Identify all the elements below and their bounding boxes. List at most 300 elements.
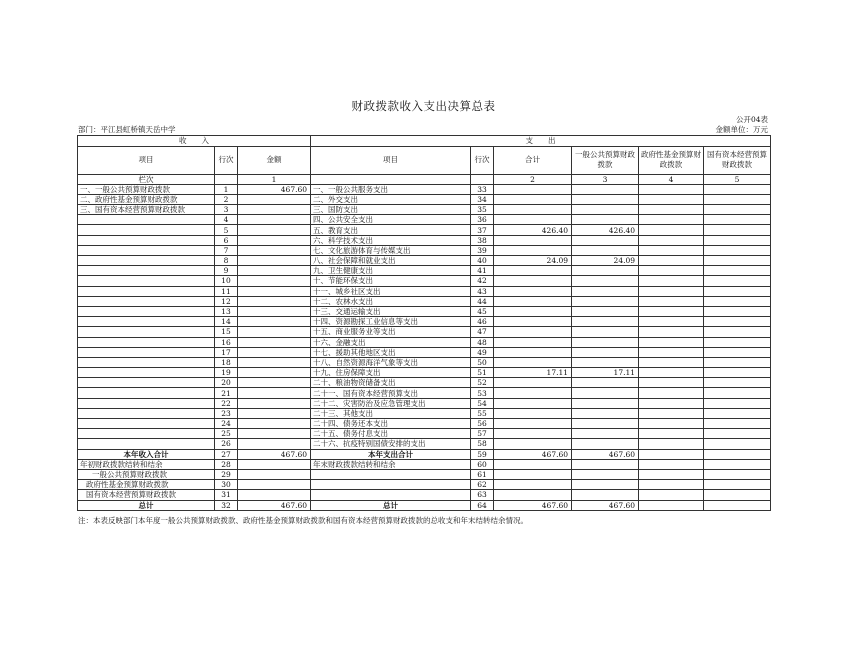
income-amount <box>238 490 311 500</box>
carry-row <box>78 469 771 479</box>
income-item: 本年收入合计 <box>78 449 215 459</box>
expense-gov-fund <box>639 378 704 388</box>
expense-state-capital <box>704 296 771 306</box>
col-state-capital: 国有资本经营预算财政拨款 <box>704 146 771 174</box>
income-amount <box>238 337 311 347</box>
table-row <box>78 429 771 439</box>
expense-state-capital <box>704 408 771 418</box>
expense-general-budget <box>572 429 639 439</box>
year-total-row <box>78 449 771 459</box>
income-row-no: 27 <box>215 449 238 459</box>
expense-row-no: 52 <box>471 378 494 388</box>
expense-item: 十四、资源勘探工业信息等支出 <box>311 317 471 327</box>
report-sheet <box>77 97 770 527</box>
col-index-5: 5 <box>704 174 771 184</box>
expense-gov-fund <box>639 439 704 449</box>
expense-total <box>494 245 572 255</box>
expense-item: 八、社会保障和就业支出 <box>311 256 471 266</box>
expense-state-capital <box>704 357 771 367</box>
expense-general-budget <box>572 388 639 398</box>
expense-general-budget <box>572 327 639 337</box>
col-row-no-income: 行次 <box>215 146 238 174</box>
income-item: 政府性基金预算财政拨款 <box>78 480 215 490</box>
expense-general-budget: 426.40 <box>572 225 639 235</box>
expense-row-no: 42 <box>471 276 494 286</box>
expense-total <box>494 296 572 306</box>
expense-item <box>311 480 471 490</box>
expense-item: 二十、粮油物资储备支出 <box>311 378 471 388</box>
expense-item: 四、公共安全支出 <box>311 215 471 225</box>
income-item: 二、政府性基金预算财政拨款 <box>78 194 215 204</box>
expense-total: 17.11 <box>494 368 572 378</box>
income-row-no: 2 <box>215 194 238 204</box>
expense-row-no: 38 <box>471 235 494 245</box>
expense-row-no: 53 <box>471 388 494 398</box>
expense-item: 年末财政拨款结转和结余 <box>311 459 471 469</box>
col-index-4: 4 <box>639 174 704 184</box>
expense-general-budget <box>572 337 639 347</box>
income-amount <box>238 327 311 337</box>
expense-total <box>494 469 572 479</box>
expense-general-budget <box>572 480 639 490</box>
expense-gov-fund <box>639 429 704 439</box>
expense-total <box>494 357 572 367</box>
table-row <box>78 398 771 408</box>
expense-item: 十五、商业服务业等支出 <box>311 327 471 337</box>
income-item <box>78 439 215 449</box>
form-number: 公开04表 <box>735 115 768 124</box>
expense-state-capital <box>704 205 771 215</box>
income-row-no: 11 <box>215 286 238 296</box>
income-amount <box>238 459 311 469</box>
expense-item: 九、卫生健康支出 <box>311 266 471 276</box>
income-amount <box>238 296 311 306</box>
expense-item: 五、教育支出 <box>311 225 471 235</box>
expense-item <box>311 469 471 479</box>
expense-state-capital <box>704 215 771 225</box>
expense-row-no: 33 <box>471 184 494 194</box>
grand-total-row <box>78 500 771 510</box>
income-row-no: 10 <box>215 276 238 286</box>
income-header: 收 入 <box>78 136 311 147</box>
expense-general-budget <box>572 306 639 316</box>
expense-state-capital <box>704 500 771 510</box>
table-row <box>78 347 771 357</box>
income-amount: 467.60 <box>238 184 311 194</box>
expense-gov-fund <box>639 215 704 225</box>
expense-row-no: 43 <box>471 286 494 296</box>
department-label: 部门：平江县虹桥镇天岳中学 <box>78 125 176 134</box>
carry-row <box>78 490 771 500</box>
expense-general-budget: 17.11 <box>572 368 639 378</box>
expense-state-capital <box>704 317 771 327</box>
expense-item: 十九、住房保障支出 <box>311 368 471 378</box>
table-row <box>78 276 771 286</box>
income-amount <box>238 408 311 418</box>
expense-gov-fund <box>639 337 704 347</box>
income-item <box>78 357 215 367</box>
income-item <box>78 276 215 286</box>
income-item: 一般公共预算财政拨款 <box>78 469 215 479</box>
income-amount <box>238 429 311 439</box>
income-item: 总计 <box>78 500 215 510</box>
expense-general-budget <box>572 184 639 194</box>
income-item <box>78 419 215 429</box>
income-amount <box>238 225 311 235</box>
expense-total <box>494 480 572 490</box>
col-index-blank <box>215 174 238 184</box>
expense-gov-fund <box>639 347 704 357</box>
income-row-no: 19 <box>215 368 238 378</box>
income-amount <box>238 215 311 225</box>
income-row-no: 20 <box>215 378 238 388</box>
col-index-label: 栏次 <box>78 174 215 184</box>
table-row <box>78 337 771 347</box>
income-amount <box>238 286 311 296</box>
income-amount: 467.60 <box>238 449 311 459</box>
income-amount <box>238 439 311 449</box>
income-row-no: 22 <box>215 398 238 408</box>
expense-row-no: 40 <box>471 256 494 266</box>
expense-total <box>494 327 572 337</box>
income-row-no: 32 <box>215 500 238 510</box>
expense-state-capital <box>704 419 771 429</box>
income-item <box>78 235 215 245</box>
expense-item: 总计 <box>311 500 471 510</box>
expense-general-budget: 467.60 <box>572 449 639 459</box>
income-amount <box>238 266 311 276</box>
expense-item: 十二、农林水支出 <box>311 296 471 306</box>
expense-state-capital <box>704 398 771 408</box>
expense-state-capital <box>704 459 771 469</box>
income-amount <box>238 347 311 357</box>
table-row <box>78 368 771 378</box>
expense-row-no: 45 <box>471 306 494 316</box>
income-row-no: 25 <box>215 429 238 439</box>
expense-total: 24.09 <box>494 256 572 266</box>
income-row-no: 30 <box>215 480 238 490</box>
expense-total <box>494 439 572 449</box>
expense-gov-fund <box>639 225 704 235</box>
expense-gov-fund <box>639 245 704 255</box>
expense-item: 二十五、债务付息支出 <box>311 429 471 439</box>
expense-gov-fund <box>639 286 704 296</box>
table-note: 注：本表反映部门本年度一般公共预算财政拨款、政府性基金预算财政拨款和国有资本经营预算财政拨款的总收支和年末结转结余情况。 <box>78 515 528 525</box>
expense-state-capital <box>704 306 771 316</box>
expense-total <box>494 215 572 225</box>
expense-total <box>494 388 572 398</box>
table-row <box>78 327 771 337</box>
col-row-no-expense: 行次 <box>471 146 494 174</box>
expense-gov-fund <box>639 357 704 367</box>
income-row-no: 16 <box>215 337 238 347</box>
expense-gov-fund <box>639 235 704 245</box>
expense-total: 467.60 <box>494 449 572 459</box>
expense-general-budget <box>572 286 639 296</box>
expense-general-budget <box>572 296 639 306</box>
expense-total <box>494 205 572 215</box>
col-item-income: 项目 <box>78 146 215 174</box>
table-row <box>78 215 771 225</box>
expense-row-no: 41 <box>471 266 494 276</box>
expense-item: 十八、自然资源海洋气象等支出 <box>311 357 471 367</box>
expense-total <box>494 306 572 316</box>
expense-item: 二十四、债务还本支出 <box>311 419 471 429</box>
income-row-no: 9 <box>215 266 238 276</box>
income-item: 三、国有资本经营预算财政拨款 <box>78 205 215 215</box>
income-row-no: 23 <box>215 408 238 418</box>
expense-item: 二十二、灾害防治及应急管理支出 <box>311 398 471 408</box>
income-row-no: 5 <box>215 225 238 235</box>
table-row <box>78 245 771 255</box>
income-row-no: 26 <box>215 439 238 449</box>
income-row-no: 28 <box>215 459 238 469</box>
income-item: 年初财政拨款结转和结余 <box>78 459 215 469</box>
expense-row-no: 35 <box>471 205 494 215</box>
expense-state-capital <box>704 256 771 266</box>
income-item: 国有资本经营预算财政拨款 <box>78 490 215 500</box>
expense-state-capital <box>704 368 771 378</box>
table-row <box>78 408 771 418</box>
expense-general-budget <box>572 317 639 327</box>
expense-total <box>494 429 572 439</box>
table-row <box>78 205 771 215</box>
table-row <box>78 184 771 194</box>
col-index-2: 2 <box>494 174 572 184</box>
expense-item: 本年支出合计 <box>311 449 471 459</box>
expense-gov-fund <box>639 205 704 215</box>
expense-state-capital <box>704 449 771 459</box>
income-row-no: 8 <box>215 256 238 266</box>
expense-general-budget <box>572 245 639 255</box>
expense-gov-fund <box>639 480 704 490</box>
expense-gov-fund <box>639 317 704 327</box>
expense-state-capital <box>704 327 771 337</box>
col-gov-fund: 政府性基金预算财政拨款 <box>639 146 704 174</box>
expense-total <box>494 490 572 500</box>
expense-item: 十、节能环保支出 <box>311 276 471 286</box>
expense-gov-fund <box>639 408 704 418</box>
expense-row-no: 44 <box>471 296 494 306</box>
expense-general-budget <box>572 276 639 286</box>
expense-total <box>494 317 572 327</box>
expense-gov-fund <box>639 500 704 510</box>
expense-state-capital <box>704 286 771 296</box>
department-row <box>77 125 770 135</box>
income-row-no: 24 <box>215 419 238 429</box>
expense-row-no: 56 <box>471 419 494 429</box>
income-item <box>78 256 215 266</box>
col-total: 合计 <box>494 146 572 174</box>
expense-total <box>494 347 572 357</box>
col-index-3: 3 <box>572 174 639 184</box>
expense-row-no: 63 <box>471 490 494 500</box>
income-amount <box>238 388 311 398</box>
income-item <box>78 266 215 276</box>
income-item <box>78 286 215 296</box>
expense-state-capital <box>704 225 771 235</box>
expense-item: 十一、城乡社区支出 <box>311 286 471 296</box>
income-row-no: 18 <box>215 357 238 367</box>
expense-item: 十三、交通运输支出 <box>311 306 471 316</box>
expense-gov-fund <box>639 296 704 306</box>
expense-gov-fund <box>639 276 704 286</box>
expense-row-no: 47 <box>471 327 494 337</box>
table-row <box>78 388 771 398</box>
expense-total <box>494 419 572 429</box>
expense-row-no: 60 <box>471 459 494 469</box>
table-row <box>78 194 771 204</box>
expense-gov-fund <box>639 449 704 459</box>
expense-total <box>494 266 572 276</box>
expense-row-no: 49 <box>471 347 494 357</box>
income-item <box>78 368 215 378</box>
expense-state-capital <box>704 439 771 449</box>
expense-row-no: 57 <box>471 429 494 439</box>
expense-state-capital <box>704 490 771 500</box>
income-item <box>78 306 215 316</box>
income-row-no: 21 <box>215 388 238 398</box>
income-amount <box>238 419 311 429</box>
income-item <box>78 327 215 337</box>
expense-gov-fund <box>639 184 704 194</box>
expense-general-budget: 24.09 <box>572 256 639 266</box>
form-number-row <box>77 115 770 125</box>
expense-row-no: 58 <box>471 439 494 449</box>
expense-gov-fund <box>639 256 704 266</box>
expense-gov-fund <box>639 327 704 337</box>
income-amount <box>238 194 311 204</box>
expense-total <box>494 337 572 347</box>
expense-item <box>311 490 471 500</box>
expense-item: 二十一、国有资本经营预算支出 <box>311 388 471 398</box>
income-row-no: 7 <box>215 245 238 255</box>
income-amount <box>238 357 311 367</box>
income-row-no: 1 <box>215 184 238 194</box>
income-amount <box>238 235 311 245</box>
fiscal-summary-table <box>77 135 771 511</box>
expense-state-capital <box>704 245 771 255</box>
expense-state-capital <box>704 480 771 490</box>
expense-total <box>494 398 572 408</box>
table-row <box>78 306 771 316</box>
income-item <box>78 215 215 225</box>
table-row <box>78 419 771 429</box>
col-index-blank <box>311 174 471 184</box>
expense-row-no: 54 <box>471 398 494 408</box>
table-row <box>78 317 771 327</box>
expense-total <box>494 459 572 469</box>
table-row <box>78 266 771 276</box>
expense-general-budget <box>572 378 639 388</box>
expense-general-budget <box>572 266 639 276</box>
expense-gov-fund <box>639 194 704 204</box>
expense-row-no: 64 <box>471 500 494 510</box>
expense-gov-fund <box>639 306 704 316</box>
expense-row-no: 36 <box>471 215 494 225</box>
expense-total: 426.40 <box>494 225 572 235</box>
expense-state-capital <box>704 184 771 194</box>
income-item <box>78 296 215 306</box>
expense-gov-fund <box>639 388 704 398</box>
expense-item: 六、科学技术支出 <box>311 235 471 245</box>
income-item <box>78 398 215 408</box>
expense-row-no: 34 <box>471 194 494 204</box>
expense-gov-fund <box>639 490 704 500</box>
expense-general-budget <box>572 205 639 215</box>
expense-row-no: 55 <box>471 408 494 418</box>
income-amount <box>238 378 311 388</box>
income-amount: 467.60 <box>238 500 311 510</box>
expense-item: 七、文化旅游体育与传媒支出 <box>311 245 471 255</box>
expense-general-budget: 467.60 <box>572 500 639 510</box>
expense-general-budget <box>572 439 639 449</box>
report-title: 财政拨款收入支出决算总表 <box>351 99 496 113</box>
carry-row <box>78 480 771 490</box>
income-item <box>78 429 215 439</box>
expense-state-capital <box>704 469 771 479</box>
expense-general-budget <box>572 357 639 367</box>
expense-total <box>494 286 572 296</box>
expense-row-no: 59 <box>471 449 494 459</box>
expense-row-no: 62 <box>471 480 494 490</box>
income-item <box>78 378 215 388</box>
expense-general-budget <box>572 469 639 479</box>
income-item <box>78 337 215 347</box>
expense-general-budget <box>572 215 639 225</box>
expense-state-capital <box>704 378 771 388</box>
expense-state-capital <box>704 235 771 245</box>
table-row <box>78 378 771 388</box>
table-row <box>78 286 771 296</box>
expense-general-budget <box>572 419 639 429</box>
expense-item: 一、一般公共服务支出 <box>311 184 471 194</box>
col-index-blank <box>471 174 494 184</box>
expense-general-budget <box>572 459 639 469</box>
expense-general-budget <box>572 235 639 245</box>
col-index-1: 1 <box>238 174 311 184</box>
expense-total <box>494 184 572 194</box>
income-row-no: 4 <box>215 215 238 225</box>
income-item <box>78 388 215 398</box>
expense-row-no: 61 <box>471 469 494 479</box>
income-item <box>78 225 215 235</box>
expense-general-budget <box>572 347 639 357</box>
expense-total <box>494 408 572 418</box>
income-row-no: 13 <box>215 306 238 316</box>
expense-row-no: 39 <box>471 245 494 255</box>
income-item <box>78 245 215 255</box>
col-general-budget: 一般公共预算财政拨款 <box>572 146 639 174</box>
income-row-no: 6 <box>215 235 238 245</box>
income-row-no: 17 <box>215 347 238 357</box>
income-amount <box>238 317 311 327</box>
expense-item: 十六、金融支出 <box>311 337 471 347</box>
expense-general-budget <box>572 408 639 418</box>
expense-gov-fund <box>639 469 704 479</box>
expense-item: 十七、援助其他地区支出 <box>311 347 471 357</box>
expense-item: 二十六、抗疫特别国债安排的支出 <box>311 439 471 449</box>
expense-total <box>494 276 572 286</box>
income-amount <box>238 469 311 479</box>
expense-state-capital <box>704 266 771 276</box>
expense-item: 二、外交支出 <box>311 194 471 204</box>
income-item: 一、一般公共预算财政拨款 <box>78 184 215 194</box>
col-amount: 金额 <box>238 146 311 174</box>
expense-row-no: 51 <box>471 368 494 378</box>
expense-state-capital <box>704 429 771 439</box>
expense-gov-fund <box>639 398 704 408</box>
